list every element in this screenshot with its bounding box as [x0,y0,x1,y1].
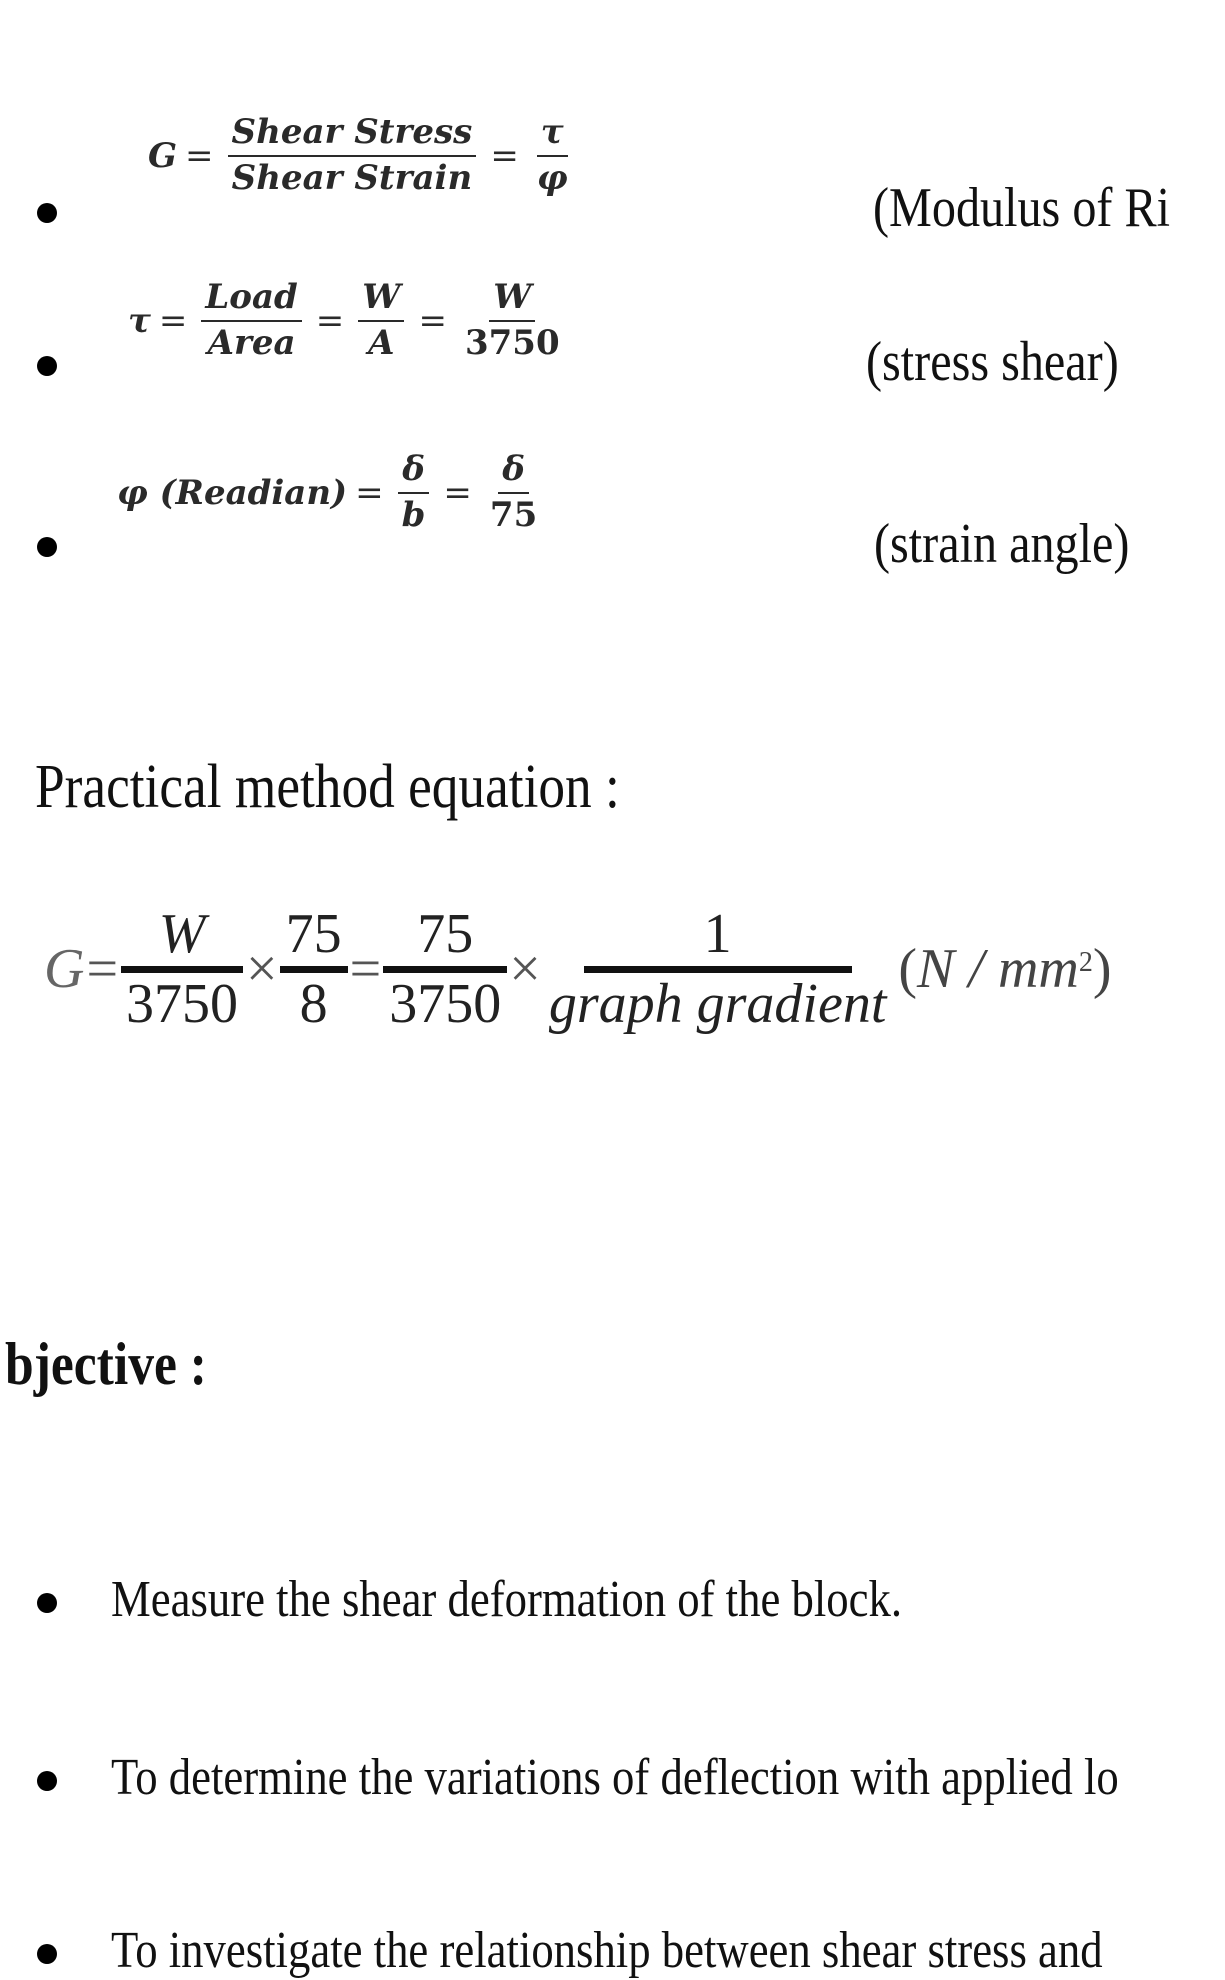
fraction [543,905,893,1034]
equals-sign: = [418,300,447,341]
numerator: 1 [584,905,852,973]
equals-sign: = [490,135,519,176]
formula-lhs: G [148,135,178,176]
bullet [37,1771,57,1791]
numerator: Load [201,280,301,322]
times-sign: × [509,938,541,1001]
numerator: Shear Stress [228,115,477,157]
strain-angle-label: (strain angle) [874,513,1130,575]
numerator: 75 [280,905,348,973]
denominator: 8 [299,972,328,1035]
objective-item: To determine the variations of deflection with applied lo [111,1749,1119,1806]
denominator: graph gradient [548,972,887,1035]
denominator: 3750 [464,322,560,363]
denominator: φ [536,157,568,198]
fraction [461,277,564,363]
numerator: W [489,280,535,322]
bullet [37,356,57,376]
bullet [37,1944,57,1964]
equals-sign: = [355,472,384,513]
numerator: 75 [383,905,507,973]
equals-sign: = [315,300,345,341]
fraction [486,449,541,535]
shear-stress-formula [128,277,570,363]
equals-sign: = [443,472,472,513]
times-sign: × [246,938,278,1001]
denominator: 3750 [389,972,502,1035]
unit: N / mm [917,938,1079,1001]
strain-angle-formula [117,449,547,535]
numerator: δ [398,452,429,494]
denominator: Shear Strain [231,157,473,198]
equals-sign: = [185,135,214,176]
bullet [37,203,57,223]
objective-item: Measure the shear deformation of the block. [111,1571,903,1628]
bullet [37,537,57,557]
formula-lhs: G [44,938,85,1001]
formula-lhs: τ [128,300,151,341]
numerator: W [358,280,404,322]
fraction [228,112,477,198]
stress-shear-label: (stress shear) [866,331,1119,393]
formula-lhs: φ (Readian) [117,472,348,513]
fraction [201,277,301,363]
fraction [358,277,404,363]
unit-exponent: 2 [1078,947,1093,979]
bullet [37,1593,57,1613]
numerator: τ [537,115,568,157]
fraction [533,112,572,198]
denominator: 3750 [126,972,239,1035]
denominator: b [401,494,426,535]
objective-item: To investigate the relationship between shear stress and [111,1922,1103,1979]
fraction [398,449,430,535]
unit-close-paren: ) [1092,938,1112,1001]
unit-open-paren: ( [898,938,918,1001]
practical-method-heading: Practical method equation : [35,753,620,821]
fraction [383,905,507,1034]
equals-sign: = [158,300,188,341]
practical-formula [44,905,1112,1034]
denominator: 75 [489,494,538,535]
equals-sign: = [349,938,382,1001]
denominator: A [368,322,395,363]
modulus-rigidity-formula [148,112,578,198]
fraction [120,905,244,1034]
numerator: δ [498,452,529,494]
numerator: W [121,905,244,973]
denominator: Area [207,322,296,363]
fraction [280,905,348,1034]
objective-heading: bjective : [5,1331,207,1397]
modulus-label: (Modulus of Ri [873,177,1171,239]
equals-sign: = [86,938,119,1001]
